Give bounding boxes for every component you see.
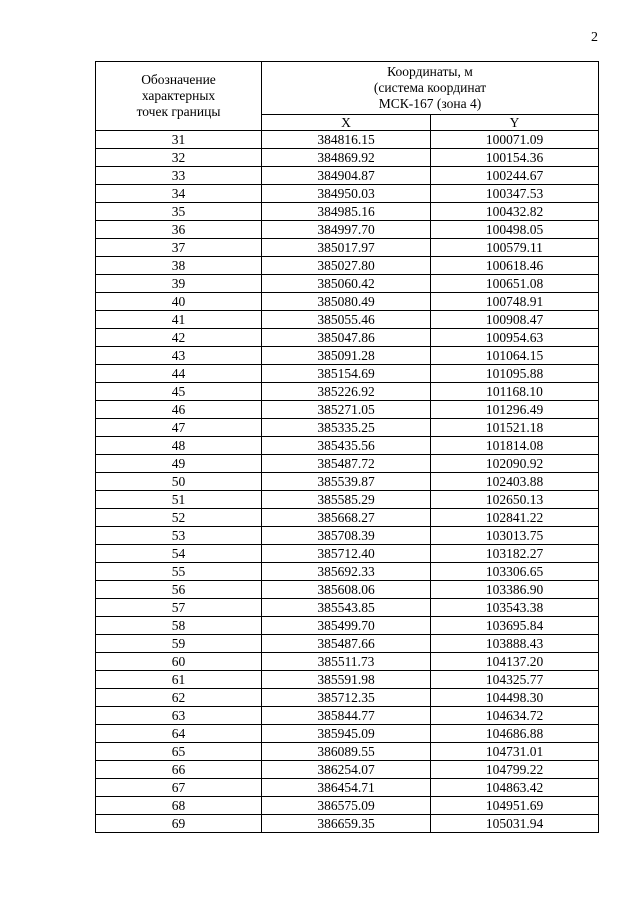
y-coordinate-cell: 101296.49 — [431, 401, 599, 419]
y-coordinate-cell: 105031.94 — [431, 815, 599, 833]
y-coordinate-cell: 104634.72 — [431, 707, 599, 725]
y-coordinate-cell: 102841.22 — [431, 509, 599, 527]
x-coordinate-cell: 386575.09 — [262, 797, 431, 815]
x-coordinate-cell: 385585.29 — [262, 491, 431, 509]
table-row — [96, 545, 599, 563]
x-coordinate-cell: 386659.35 — [262, 815, 431, 833]
point-number-cell: 40 — [96, 293, 262, 311]
x-coordinate-cell: 385226.92 — [262, 383, 431, 401]
table-row — [96, 653, 599, 671]
point-column-header — [96, 62, 262, 131]
table-row — [96, 383, 599, 401]
x-coordinate-cell: 385060.42 — [262, 275, 431, 293]
x-coordinate-cell: 385017.97 — [262, 239, 431, 257]
point-number-cell: 37 — [96, 239, 262, 257]
table-row — [96, 635, 599, 653]
point-number-cell: 41 — [96, 311, 262, 329]
coords-header-line: МСК-167 (зона 4) — [378, 96, 482, 111]
point-number-cell: 48 — [96, 437, 262, 455]
point-number-cell: 52 — [96, 509, 262, 527]
point-number-cell: 62 — [96, 689, 262, 707]
point-number-cell: 63 — [96, 707, 262, 725]
y-coordinate-cell: 104137.20 — [431, 653, 599, 671]
y-coordinate-cell: 103695.84 — [431, 617, 599, 635]
table-row — [96, 815, 599, 833]
x-coordinate-cell: 385945.09 — [262, 725, 431, 743]
table-row — [96, 131, 599, 149]
y-coordinate-cell: 104731.01 — [431, 743, 599, 761]
y-coordinate-cell: 100908.47 — [431, 311, 599, 329]
point-number-cell: 35 — [96, 203, 262, 221]
x-coordinate-cell: 385511.73 — [262, 653, 431, 671]
x-coordinate-cell: 385055.46 — [262, 311, 431, 329]
y-coordinate-cell: 100347.53 — [431, 185, 599, 203]
table-row — [96, 563, 599, 581]
x-coordinate-cell: 384950.03 — [262, 185, 431, 203]
x-coordinate-cell: 385271.05 — [262, 401, 431, 419]
point-number-cell: 50 — [96, 473, 262, 491]
point-number-cell: 57 — [96, 599, 262, 617]
x-coordinate-cell: 385591.98 — [262, 671, 431, 689]
x-coordinate-cell: 385435.56 — [262, 437, 431, 455]
x-coordinate-cell: 384997.70 — [262, 221, 431, 239]
y-coordinate-cell: 104951.69 — [431, 797, 599, 815]
table-row — [96, 257, 599, 275]
point-number-cell: 64 — [96, 725, 262, 743]
y-coordinate-cell: 100244.67 — [431, 167, 599, 185]
table-row — [96, 509, 599, 527]
x-coordinate-cell: 385844.77 — [262, 707, 431, 725]
point-number-cell: 60 — [96, 653, 262, 671]
y-coordinate-cell: 101521.18 — [431, 419, 599, 437]
x-coordinate-cell: 385712.40 — [262, 545, 431, 563]
x-coordinate-cell: 385487.66 — [262, 635, 431, 653]
x-coordinate-cell: 386254.07 — [262, 761, 431, 779]
point-number-cell: 39 — [96, 275, 262, 293]
table-row — [96, 203, 599, 221]
x-coordinate-cell: 386454.71 — [262, 779, 431, 797]
table-row — [96, 671, 599, 689]
table-row — [96, 239, 599, 257]
point-number-cell: 58 — [96, 617, 262, 635]
y-coordinate-cell: 102650.13 — [431, 491, 599, 509]
table-row — [96, 149, 599, 167]
point-number-cell: 44 — [96, 365, 262, 383]
table-row — [96, 527, 599, 545]
table-row — [96, 275, 599, 293]
y-coordinate-cell: 100432.82 — [431, 203, 599, 221]
page-number: 2 — [591, 30, 598, 45]
table-row — [96, 617, 599, 635]
x-coordinate-cell: 385539.87 — [262, 473, 431, 491]
x-coordinate-cell: 384904.87 — [262, 167, 431, 185]
point-number-cell: 69 — [96, 815, 262, 833]
point-number-cell: 67 — [96, 779, 262, 797]
table-body — [96, 131, 599, 833]
point-number-cell: 49 — [96, 455, 262, 473]
table-row — [96, 401, 599, 419]
table-row — [96, 707, 599, 725]
x-coordinate-cell: 385080.49 — [262, 293, 431, 311]
point-number-cell: 65 — [96, 743, 262, 761]
table-row — [96, 689, 599, 707]
y-coordinate-cell: 103543.38 — [431, 599, 599, 617]
x-coordinate-cell: 385027.80 — [262, 257, 431, 275]
x-coordinate-cell: 386089.55 — [262, 743, 431, 761]
y-coordinate-cell: 103182.27 — [431, 545, 599, 563]
table-row — [96, 797, 599, 815]
y-coordinate-cell: 103306.65 — [431, 563, 599, 581]
y-coordinate-cell: 104498.30 — [431, 689, 599, 707]
point-number-cell: 54 — [96, 545, 262, 563]
table-row — [96, 293, 599, 311]
point-number-cell: 45 — [96, 383, 262, 401]
table-row — [96, 455, 599, 473]
y-coordinate-cell: 104325.77 — [431, 671, 599, 689]
x-coordinate-cell: 385712.35 — [262, 689, 431, 707]
x-coordinate-cell: 384985.16 — [262, 203, 431, 221]
y-coordinate-cell: 100498.05 — [431, 221, 599, 239]
header-row-main — [96, 62, 599, 115]
y-coordinate-cell: 100154.36 — [431, 149, 599, 167]
point-number-cell: 61 — [96, 671, 262, 689]
x-coordinate-cell: 385154.69 — [262, 365, 431, 383]
table-row — [96, 473, 599, 491]
point-number-cell: 46 — [96, 401, 262, 419]
coordinates-table — [95, 61, 599, 833]
point-number-cell: 36 — [96, 221, 262, 239]
table-row — [96, 437, 599, 455]
coordinates-column-header — [262, 62, 599, 115]
x-coordinate-cell: 385487.72 — [262, 455, 431, 473]
x-coordinate-cell: 385708.39 — [262, 527, 431, 545]
table-row — [96, 581, 599, 599]
point-number-cell: 59 — [96, 635, 262, 653]
point-number-cell: 31 — [96, 131, 262, 149]
table-row — [96, 221, 599, 239]
table-row — [96, 725, 599, 743]
table-row — [96, 185, 599, 203]
point-header-line: Обозначение — [141, 72, 216, 87]
point-header-line: точек границы — [136, 104, 221, 119]
x-column-header: X — [262, 115, 431, 131]
table-row — [96, 743, 599, 761]
x-coordinate-cell: 385047.86 — [262, 329, 431, 347]
table-row — [96, 779, 599, 797]
y-coordinate-cell: 100651.08 — [431, 275, 599, 293]
x-coordinate-cell: 385608.06 — [262, 581, 431, 599]
table-row — [96, 599, 599, 617]
table-row — [96, 491, 599, 509]
y-coordinate-cell: 100748.91 — [431, 293, 599, 311]
y-coordinate-cell: 100071.09 — [431, 131, 599, 149]
y-coordinate-cell: 104863.42 — [431, 779, 599, 797]
x-coordinate-cell: 384869.92 — [262, 149, 431, 167]
point-number-cell: 55 — [96, 563, 262, 581]
x-coordinate-cell: 385335.25 — [262, 419, 431, 437]
table-row — [96, 311, 599, 329]
point-number-cell: 53 — [96, 527, 262, 545]
point-number-cell: 51 — [96, 491, 262, 509]
table-row — [96, 329, 599, 347]
table-row — [96, 761, 599, 779]
y-coordinate-cell: 100954.63 — [431, 329, 599, 347]
y-coordinate-cell: 101168.10 — [431, 383, 599, 401]
table-header — [96, 62, 599, 131]
table-row — [96, 347, 599, 365]
y-coordinate-cell: 103013.75 — [431, 527, 599, 545]
y-coordinate-cell: 100618.46 — [431, 257, 599, 275]
y-coordinate-cell: 103888.43 — [431, 635, 599, 653]
coords-header-line: (система координат — [373, 80, 487, 95]
table-row — [96, 365, 599, 383]
y-coordinate-cell: 100579.11 — [431, 239, 599, 257]
y-coordinate-cell: 101095.88 — [431, 365, 599, 383]
y-coordinate-cell: 102090.92 — [431, 455, 599, 473]
y-coordinate-cell: 101064.15 — [431, 347, 599, 365]
x-coordinate-cell: 384816.15 — [262, 131, 431, 149]
coords-header-line: Координаты, м — [387, 64, 473, 79]
y-coordinate-cell: 101814.08 — [431, 437, 599, 455]
point-number-cell: 43 — [96, 347, 262, 365]
point-number-cell: 38 — [96, 257, 262, 275]
point-number-cell: 33 — [96, 167, 262, 185]
y-coordinate-cell: 104799.22 — [431, 761, 599, 779]
table-row — [96, 167, 599, 185]
x-coordinate-cell: 385499.70 — [262, 617, 431, 635]
point-number-cell: 32 — [96, 149, 262, 167]
x-coordinate-cell: 385543.85 — [262, 599, 431, 617]
y-column-header: Y — [431, 115, 599, 131]
x-coordinate-cell: 385692.33 — [262, 563, 431, 581]
x-coordinate-cell: 385091.28 — [262, 347, 431, 365]
y-coordinate-cell: 103386.90 — [431, 581, 599, 599]
point-number-cell: 68 — [96, 797, 262, 815]
point-number-cell: 56 — [96, 581, 262, 599]
table-row — [96, 419, 599, 437]
x-coordinate-cell: 385668.27 — [262, 509, 431, 527]
y-coordinate-cell: 104686.88 — [431, 725, 599, 743]
point-number-cell: 66 — [96, 761, 262, 779]
y-coordinate-cell: 102403.88 — [431, 473, 599, 491]
point-number-cell: 42 — [96, 329, 262, 347]
point-number-cell: 47 — [96, 419, 262, 437]
point-header-line: характерных — [141, 88, 216, 103]
point-number-cell: 34 — [96, 185, 262, 203]
